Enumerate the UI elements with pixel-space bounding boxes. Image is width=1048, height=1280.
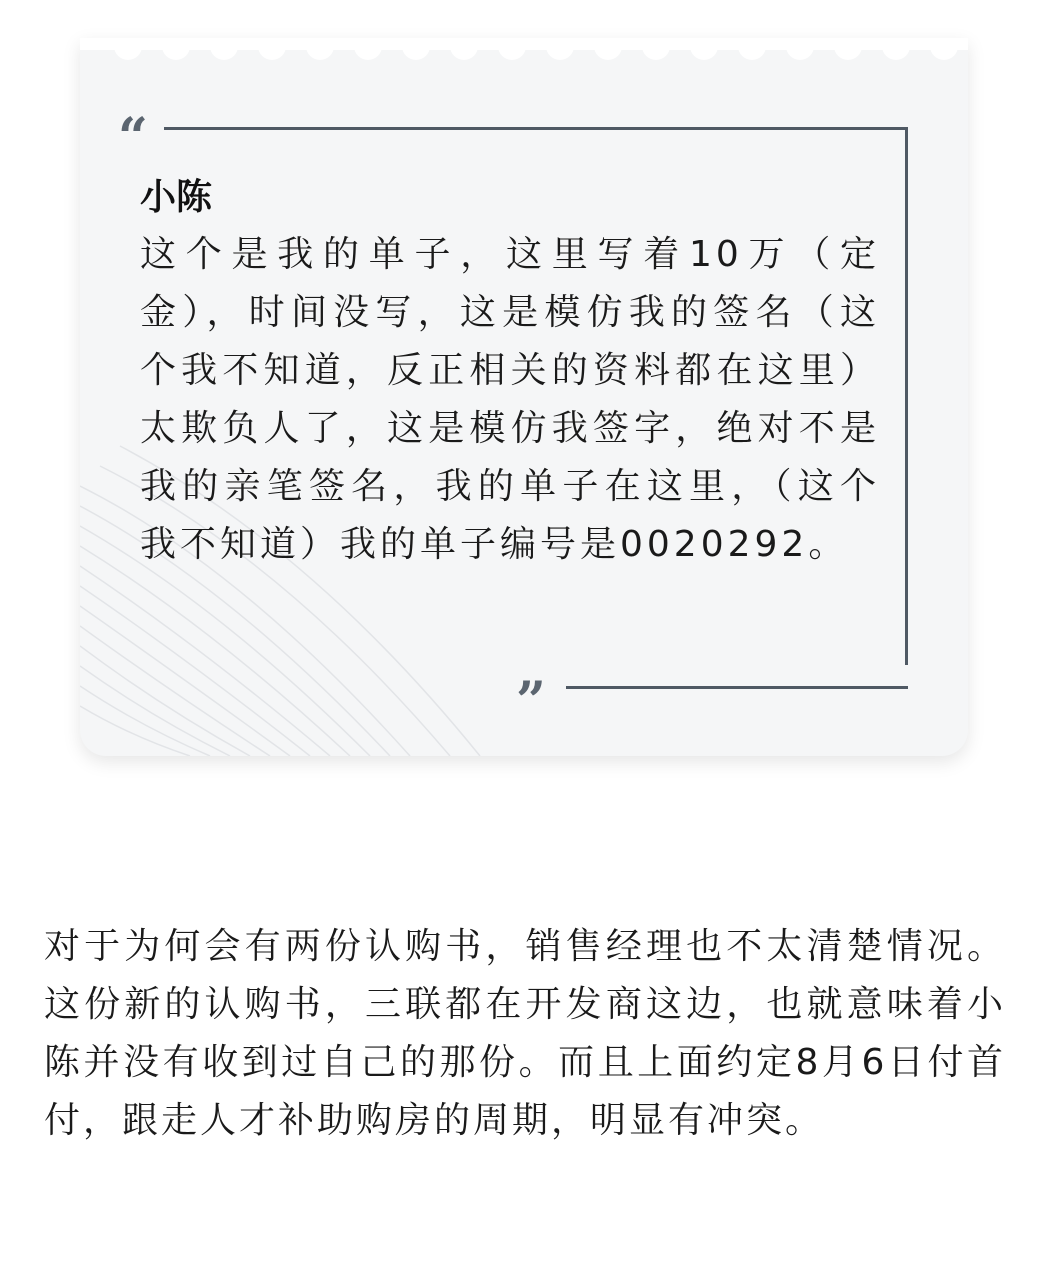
body-paragraph: 对于为何会有两份认购书，销售经理也不太清楚情况。这份新的认购书，三联都在开发商这边，也就意味着小陈并没有收到过自己的那份。而且上面约定8月6日付首付，跟走人才补助购房的周期，明显有冲突。 bbox=[44, 926, 1006, 1141]
frame-line-right bbox=[905, 127, 908, 665]
open-quote-icon: “ bbox=[118, 107, 144, 168]
speaker-name: 小陈 bbox=[140, 177, 213, 218]
close-quote-icon: ” bbox=[516, 671, 542, 732]
frame-line-top bbox=[164, 127, 908, 130]
quote-text: 这个是我的单子，这里写着10万（定金），时间没写，这是模仿我的签名（这个我不知道，反正相关的资料都在这里）太欺负人了，这是模仿我签字，绝对不是我的亲笔签名，我的单子在这里，（这个我不知道）我的单子编号是0020292。 bbox=[140, 234, 880, 565]
scalloped-edge bbox=[80, 38, 968, 88]
frame-line-bottom bbox=[566, 686, 908, 689]
